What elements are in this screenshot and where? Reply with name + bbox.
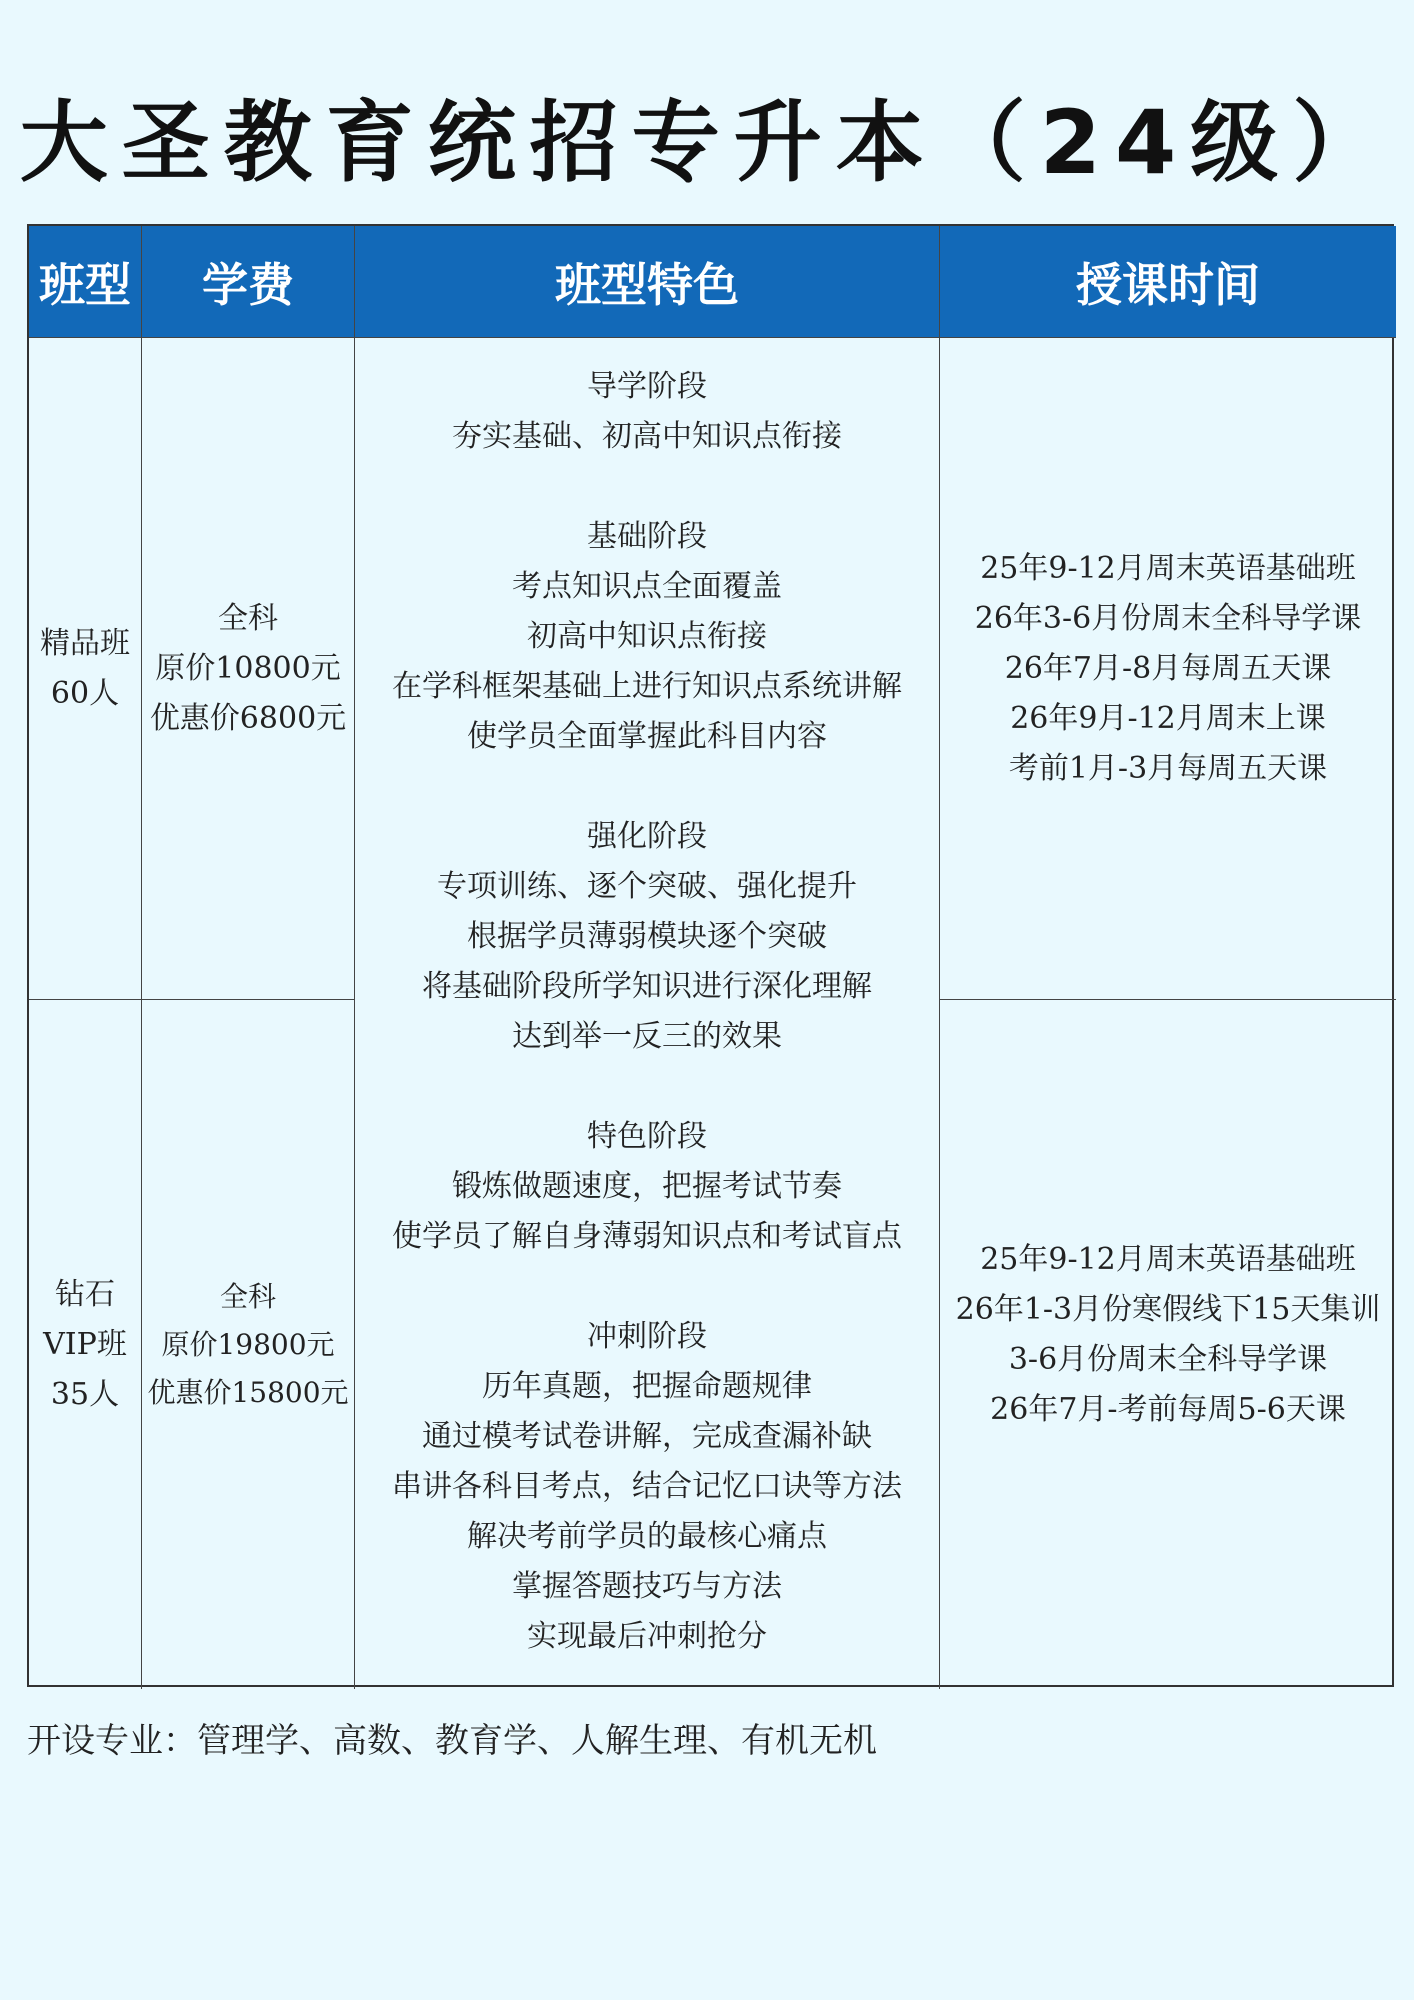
fee-line: 全科: [218, 600, 278, 636]
fee-line: 全科: [219, 1279, 276, 1313]
stage-intensive: [422, 812, 872, 1062]
stage-line: 使学员全面掌握此科目内容: [467, 719, 827, 754]
schedule-line: 25年9-12月周末英语基础班: [980, 550, 1356, 586]
fee-line: 优惠价6800元: [149, 700, 347, 736]
course-table: [27, 224, 1394, 1687]
fee-line: 优惠价15800元: [147, 1375, 349, 1409]
stage-line: 在学科框架基础上进行知识点系统讲解: [392, 669, 902, 704]
stage-line: 初高中知识点衔接: [527, 619, 767, 654]
schedule-line: 26年1-3月份寒假线下15天集训: [955, 1292, 1381, 1327]
fee-premium: [142, 338, 355, 1000]
stage-line: 解决考前学员的最核心痛点: [467, 1519, 827, 1554]
stage-special: [392, 1112, 902, 1262]
class-type-line: 35人: [50, 1376, 120, 1412]
schedule-line: 26年7月-8月每周五天课: [1004, 650, 1332, 686]
fee-vip: [142, 1000, 355, 1689]
schedule-premium: [940, 338, 1396, 1000]
class-type-vip: [29, 1000, 142, 1689]
schedule-line: 26年9月-12月周末上课: [1010, 700, 1326, 736]
stage-line: 考点知识点全面覆盖: [512, 569, 782, 604]
schedule-line: 26年7月-考前每周5-6天课: [990, 1392, 1346, 1427]
header-fee: 学费: [142, 226, 355, 338]
stage-line: 专项训练、逐个突破、强化提升: [437, 869, 857, 904]
majors-offered: 开设专业：管理学、高数、教育学、人解生理、有机无机: [27, 1721, 877, 1761]
stage-title: 导学阶段: [587, 369, 707, 404]
schedule-line: 3-6月份周末全科导学课: [1008, 1342, 1328, 1377]
stage-line: 夯实基础、初高中知识点衔接: [452, 419, 842, 454]
stage-line: 实现最后冲刺抢分: [527, 1619, 767, 1654]
class-type-premium: [29, 338, 142, 1000]
stage-sprint: [392, 1312, 902, 1662]
stage-guided: [452, 362, 842, 462]
stage-line: 根据学员薄弱模块逐个突破: [467, 919, 827, 954]
stage-line: 掌握答题技巧与方法: [512, 1569, 782, 1604]
stage-line: 将基础阶段所学知识进行深化理解: [422, 969, 872, 1004]
class-type-line: 精品班: [40, 625, 130, 661]
stage-line: 历年真题，把握命题规律: [482, 1369, 812, 1404]
schedule-line: 考前1月-3月每周五天课: [1008, 750, 1328, 786]
header-schedule: 授课时间: [940, 226, 1396, 338]
schedule-line: 26年3-6月份周末全科导学课: [974, 600, 1362, 636]
page-title: 大圣教育统招专升本（24级）: [19, 91, 1395, 194]
stage-basic: [392, 512, 902, 762]
header-class-type: 班型: [29, 226, 142, 338]
stage-line: 通过模考试卷讲解，完成查漏补缺: [422, 1419, 872, 1454]
schedule-vip: [940, 1000, 1396, 1689]
fee-line: 原价19800元: [161, 1327, 335, 1361]
stage-title: 基础阶段: [587, 519, 707, 554]
fee-line: 原价10800元: [155, 650, 341, 686]
stage-title: 强化阶段: [587, 819, 707, 854]
stage-line: 使学员了解自身薄弱知识点和考试盲点: [392, 1219, 902, 1254]
stage-line: 达到举一反三的效果: [512, 1019, 782, 1054]
stage-title: 特色阶段: [587, 1119, 707, 1154]
schedule-line: 25年9-12月周末英语基础班: [980, 1242, 1356, 1277]
stage-title: 冲刺阶段: [587, 1319, 707, 1354]
header-features: 班型特色: [355, 226, 940, 338]
class-type-line: 60人: [50, 675, 120, 711]
class-type-line: 钻石: [55, 1276, 115, 1312]
stage-line: 锻炼做题速度，把握考试节奏: [452, 1169, 842, 1204]
features-cell: [355, 338, 940, 1689]
class-type-line: VIP班: [43, 1326, 127, 1362]
stage-line: 串讲各科目考点，结合记忆口诀等方法: [392, 1469, 902, 1504]
